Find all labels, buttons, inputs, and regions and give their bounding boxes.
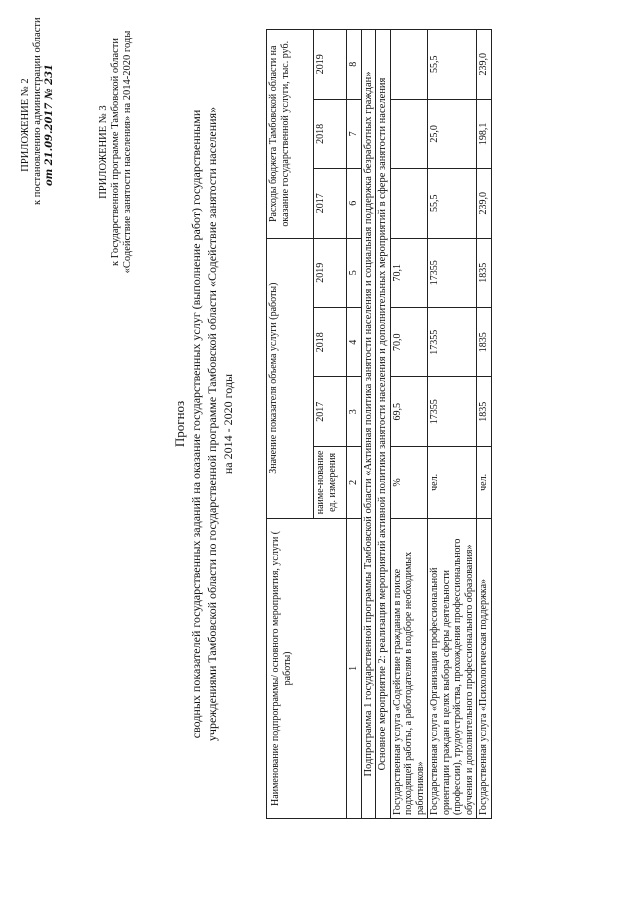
document-title: Прогноз — [172, 400, 187, 448]
service-unit: % — [390, 446, 428, 518]
column-number: 7 — [347, 99, 362, 168]
volume-2019: 17355 — [428, 238, 477, 307]
expense-2017 — [390, 169, 428, 238]
header-volume-year-2019: 2019 — [314, 238, 347, 307]
column-number: 8 — [347, 30, 362, 100]
appendix-3-title: ПРИЛОЖЕНИЕ № 3 — [98, 105, 109, 199]
appendix-3-line1: к Государственной программе Тамбовской области — [110, 38, 121, 266]
service-unit: чел. — [428, 446, 477, 518]
service-name: Государственная услуга «Организация профессиональной ориентации граждан в целях выбора сферы деятельности (профессии), трудоустройства, прохождения профессионального обучения и дополнительного профессионального образования» — [428, 518, 477, 818]
document-subtitle-1: сводных показателей государственных заданий на оказание государственных услуг (выполнение работ) государственными — [189, 109, 203, 739]
expense-2019: 55,5 — [428, 30, 477, 100]
volume-2018: 1835 — [477, 308, 492, 377]
expense-2018 — [390, 99, 428, 168]
table-row — [477, 30, 492, 819]
volume-2018: 17355 — [428, 308, 477, 377]
activity-title: Основное мероприятие 2: реализация мероприятий активной политики занятости населения и дополнительных мероприятий в сфере занятости населения — [376, 30, 391, 819]
subprogram-title: Подпрограмма 1 государственной программы Тамбовской области «Активная политика занятости населения и социальная поддержка безработных граждан» — [361, 30, 376, 819]
appendix-2-title: ПРИЛОЖЕНИЕ № 2 — [20, 78, 31, 172]
table-row — [390, 30, 428, 819]
volume-2017: 69,5 — [390, 377, 428, 446]
column-numbers-row — [347, 30, 362, 819]
appendix-2-signature: от 21.09.2017 № 231 — [44, 63, 55, 187]
appendix-3-line2: «Содействие занятости населения» на 2014-2020 годы — [122, 30, 133, 274]
expense-2019: 239,0 — [477, 30, 492, 100]
table-row — [428, 30, 477, 819]
forecast-table — [266, 29, 492, 819]
volume-2019: 1835 — [477, 238, 492, 307]
appendix-3-block — [98, 17, 134, 287]
expense-2019 — [390, 30, 428, 100]
header-expenses-year-2019: 2019 — [314, 30, 347, 100]
column-number: 3 — [347, 377, 362, 446]
header-unit: наиме-нование ед. измерения — [314, 446, 347, 518]
document-subtitle-2: учреждениями Тамбовской области по государственной программе Тамбовской области «Содействие занятости населения» — [205, 106, 219, 742]
column-number: 4 — [347, 308, 362, 377]
activity-row — [376, 30, 391, 819]
expense-2017: 55,5 — [428, 169, 477, 238]
volume-2019: 70,1 — [390, 238, 428, 307]
appendix-2-block — [20, 17, 56, 205]
expense-2017: 239,0 — [477, 169, 492, 238]
document-title-block — [172, 29, 236, 819]
document-subtitle-3: на 2014 - 2020 годы — [221, 373, 235, 475]
volume-2017: 1835 — [477, 377, 492, 446]
subprogram-row — [361, 30, 376, 819]
column-number: 6 — [347, 169, 362, 238]
header-volume-year-2017: 2017 — [314, 377, 347, 446]
service-unit: чел. — [477, 446, 492, 518]
header-volume: Значение показателя объема услуги (работы) — [267, 238, 314, 518]
service-name: Государственная услуга «Психологическая поддержка» — [477, 518, 492, 818]
header-volume-year-2018: 2018 — [314, 308, 347, 377]
column-number: 2 — [347, 446, 362, 518]
appendix-2-line: к постановлению администрации области — [32, 17, 43, 205]
column-number: 5 — [347, 238, 362, 307]
header-expenses: Расходы бюджета Тамбовской области на оказание государственной услуги, тыс. руб. — [267, 30, 314, 239]
expense-2018: 25,0 — [428, 99, 477, 168]
service-name: Государственная услуга «Содействие гражданам в поиске подходящей работы, а работодателям в подборе необходимых работников» — [390, 518, 428, 818]
header-expenses-year-2017: 2017 — [314, 169, 347, 238]
header-name: Наименование подпрограммы/ основного мероприятия, услуги ( работы) — [267, 518, 347, 818]
expense-2018: 198,1 — [477, 99, 492, 168]
header-expenses-year-2018: 2018 — [314, 99, 347, 168]
volume-2017: 17355 — [428, 377, 477, 446]
header-row-1 — [267, 30, 314, 819]
volume-2018: 70,0 — [390, 308, 428, 377]
column-number: 1 — [347, 518, 362, 818]
